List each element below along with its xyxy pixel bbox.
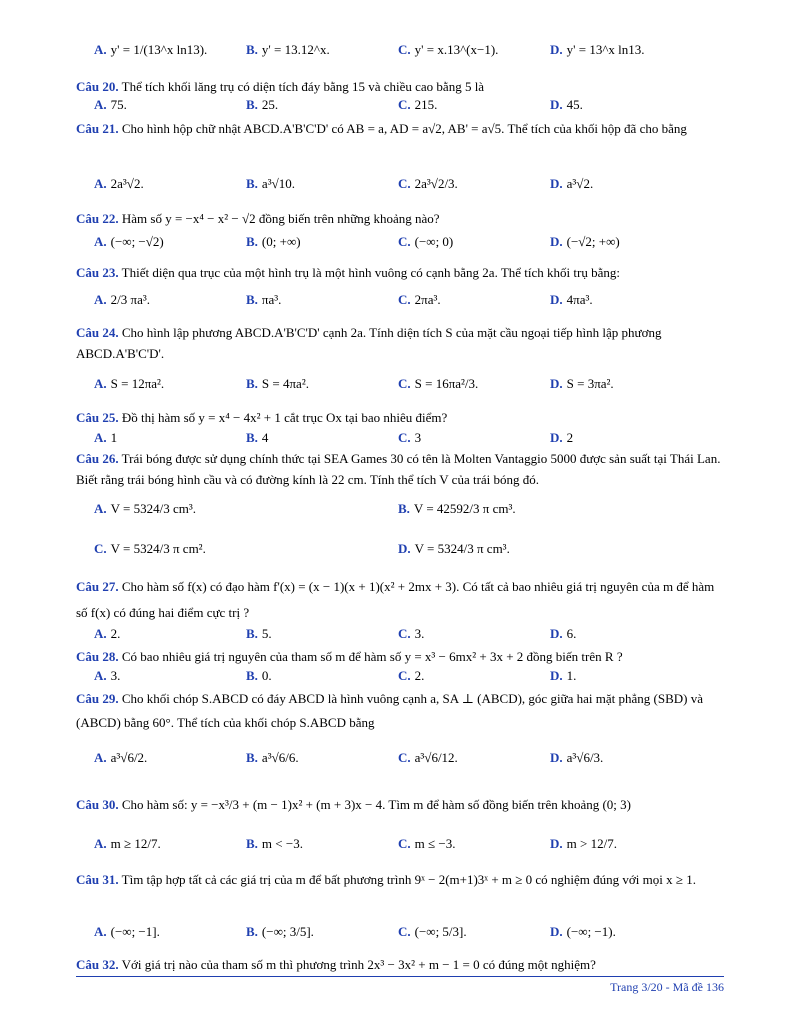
q24-option-c[interactable]: C. S = 16πa²/3.: [398, 376, 479, 391]
q23-option-c[interactable]: C. 2πa³.: [398, 292, 441, 307]
q25-option-d[interactable]: D. 2: [550, 430, 574, 445]
q29-option-a[interactable]: A. a³√6/2.: [94, 750, 148, 765]
q23-option-d[interactable]: D. 4πa³.: [550, 292, 593, 307]
q27-options: [76, 626, 724, 648]
q29-option-c[interactable]: C. a³√6/12.: [398, 750, 458, 765]
q29-option-d[interactable]: D. a³√6/3.: [550, 750, 604, 765]
q23-options: [76, 284, 724, 322]
q26-options-row1: [76, 492, 724, 530]
q22-options: [76, 234, 724, 256]
q19-options: [76, 34, 724, 72]
q26-options-row2: [76, 532, 724, 570]
q28-option-d[interactable]: D. 1.: [550, 668, 577, 683]
q28-option-a[interactable]: A. 3.: [94, 668, 121, 683]
q23-stem: Câu 23. Thiết diện qua trục của một hình trụ là một hình vuông có cạnh bằng 2a. Thể tích khối trụ bằng:: [76, 265, 620, 280]
q27-option-c[interactable]: C. 3.: [398, 626, 425, 641]
q26-option-c[interactable]: C. V = 5324/3 π cm².: [94, 541, 206, 556]
q19-option-a[interactable]: A. y' = 1/(13^x ln13).: [94, 42, 208, 57]
q27-option-b[interactable]: B. 5.: [246, 626, 272, 641]
q31-option-b[interactable]: B. (−∞; 3/5].: [246, 924, 314, 939]
q29-option-b[interactable]: B. a³√6/6.: [246, 750, 299, 765]
q23-option-a[interactable]: A. 2/3 πa³.: [94, 292, 150, 307]
q31-stem: Câu 31. Tìm tập hợp tất cả các giá trị của m để bất phương trình 9ˣ − 2(m+1)3ˣ + m ≥ 0 có nghiệm đúng với mọi x ≥ 1.: [76, 872, 697, 887]
q30-option-d[interactable]: D. m > 12/7.: [550, 836, 617, 851]
q21-option-d[interactable]: D. a³√2.: [550, 176, 594, 191]
q20-stem: Câu 20. Thể tích khối lăng trụ có diện tích đáy bằng 15 và chiều cao bằng 5 là: [76, 79, 485, 94]
q22-stem: Câu 22. Hàm số y = −x⁴ − x² − √2 đồng biến trên những khoảng nào?: [76, 211, 440, 226]
q24-option-d[interactable]: D. S = 3πa².: [550, 376, 614, 391]
q20-option-d[interactable]: D. 45.: [550, 97, 583, 112]
q30-option-b[interactable]: B. m < −3.: [246, 836, 303, 851]
q22-option-d[interactable]: D. (−√2; +∞): [550, 234, 620, 249]
q22-option-b[interactable]: B. (0; +∞): [246, 234, 301, 249]
q24-option-b[interactable]: B. S = 4πa².: [246, 376, 309, 391]
q26-option-d[interactable]: D. V = 5324/3 π cm³.: [398, 541, 510, 556]
q29-stem: Câu 29. Cho khối chóp S.ABCD có đáy ABCD là hình vuông cạnh a, SA ⊥ (ABCD), góc giữa hai mặt phẳng (SBD) và (ABCD) bằng 60°. Thể tích của khối chóp S.ABCD bằng: [76, 691, 703, 730]
q26-option-b[interactable]: B. V = 42592/3 π cm³.: [398, 501, 516, 516]
q31-option-c[interactable]: C. (−∞; 5/3].: [398, 924, 467, 939]
q31-option-d[interactable]: D. (−∞; −1).: [550, 924, 616, 939]
q20-options: [76, 97, 724, 119]
page-footer: [76, 976, 724, 994]
q21-stem: Câu 21. Cho hình hộp chữ nhật ABCD.A'B'C'D' có AB = a, AD = a√2, AB' = a√5. Thể tích của khối hộp đã cho bằng: [76, 121, 687, 136]
q25-option-a[interactable]: A. 1: [94, 430, 118, 445]
q19-option-b[interactable]: B. y' = 13.12^x.: [246, 42, 330, 57]
q25-stem: Câu 25. Đồ thị hàm số y = x⁴ − 4x² + 1 cắt trục Ox tại bao nhiêu điểm?: [76, 410, 448, 425]
q19-option-d[interactable]: D. y' = 13^x ln13.: [550, 42, 645, 57]
q21-options: [76, 166, 724, 204]
q19-option-c[interactable]: C. y' = x.13^(x−1).: [398, 42, 499, 57]
q27-stem: Câu 27. Cho hàm số f(x) có đạo hàm f'(x) = (x − 1)(x + 1)(x² + 2mx + 3). Có tất cả bao nhiêu giá trị nguyên của m để hàm số f(x) có đúng hai điểm cực trị ?: [76, 579, 715, 620]
q20-option-c[interactable]: C. 215.: [398, 97, 438, 112]
q24-options: [76, 367, 724, 405]
q21-option-c[interactable]: C. 2a³√2/3.: [398, 176, 458, 191]
q25-option-b[interactable]: B. 4: [246, 430, 269, 445]
q26-option-a[interactable]: A. V = 5324/3 cm³.: [94, 501, 197, 516]
q28-option-b[interactable]: B. 0.: [246, 668, 272, 683]
page-number: Trang 3/20 - Mã đề 136: [610, 980, 724, 994]
q27-option-d[interactable]: D. 6.: [550, 626, 577, 641]
q22-option-a[interactable]: A. (−∞; −√2): [94, 234, 164, 249]
q25-option-c[interactable]: C. 3: [398, 430, 422, 445]
q26-stem: Câu 26. Trái bóng được sử dụng chính thức tại SEA Games 30 có tên là Molten Vantaggio 5000 được sản suất tại Thái Lan. Biết rằng trái bóng hình cầu và có đường kính là 22 cm. Tính thể tích V của trái bóng đó.: [76, 451, 721, 487]
q31-options: [76, 914, 724, 952]
q22-option-c[interactable]: C. (−∞; 0): [398, 234, 454, 249]
q29-options: [76, 740, 724, 778]
q30-option-c[interactable]: C. m ≤ −3.: [398, 836, 456, 851]
q28-stem: Câu 28. Có bao nhiêu giá trị nguyên của tham số m để hàm số y = x³ − 6mx² + 3x + 2 đồng biến trên R ?: [76, 649, 623, 664]
q30-stem: Câu 30. Cho hàm số: y = −x³/3 + (m − 1)x² + (m + 3)x − 4. Tìm m để hàm số đồng biến trên khoảng (0; 3): [76, 797, 632, 812]
q24-option-a[interactable]: A. S = 12πa².: [94, 376, 165, 391]
q30-options: [76, 824, 724, 862]
q21-option-a[interactable]: A. 2a³√2.: [94, 176, 144, 191]
q30-option-a[interactable]: A. m ≥ 12/7.: [94, 836, 161, 851]
q20-option-a[interactable]: A. 75.: [94, 97, 127, 112]
q27-option-a[interactable]: A. 2.: [94, 626, 121, 641]
q20-option-b[interactable]: B. 25.: [246, 97, 279, 112]
q32-stem: Câu 32. Với giá trị nào của tham số m thì phương trình 2x³ − 3x² + m − 1 = 0 có đúng một nghiệm?: [76, 957, 596, 972]
q23-option-b[interactable]: B. πa³.: [246, 292, 282, 307]
q31-option-a[interactable]: A. (−∞; −1].: [94, 924, 160, 939]
q24-stem: Câu 24. Cho hình lập phương ABCD.A'B'C'D' cạnh 2a. Tính diện tích S của mặt cầu ngoại tiếp hình lập phương ABCD.A'B'C'D'.: [76, 325, 662, 361]
q28-option-c[interactable]: C. 2.: [398, 668, 425, 683]
q21-option-b[interactable]: B. a³√10.: [246, 176, 295, 191]
